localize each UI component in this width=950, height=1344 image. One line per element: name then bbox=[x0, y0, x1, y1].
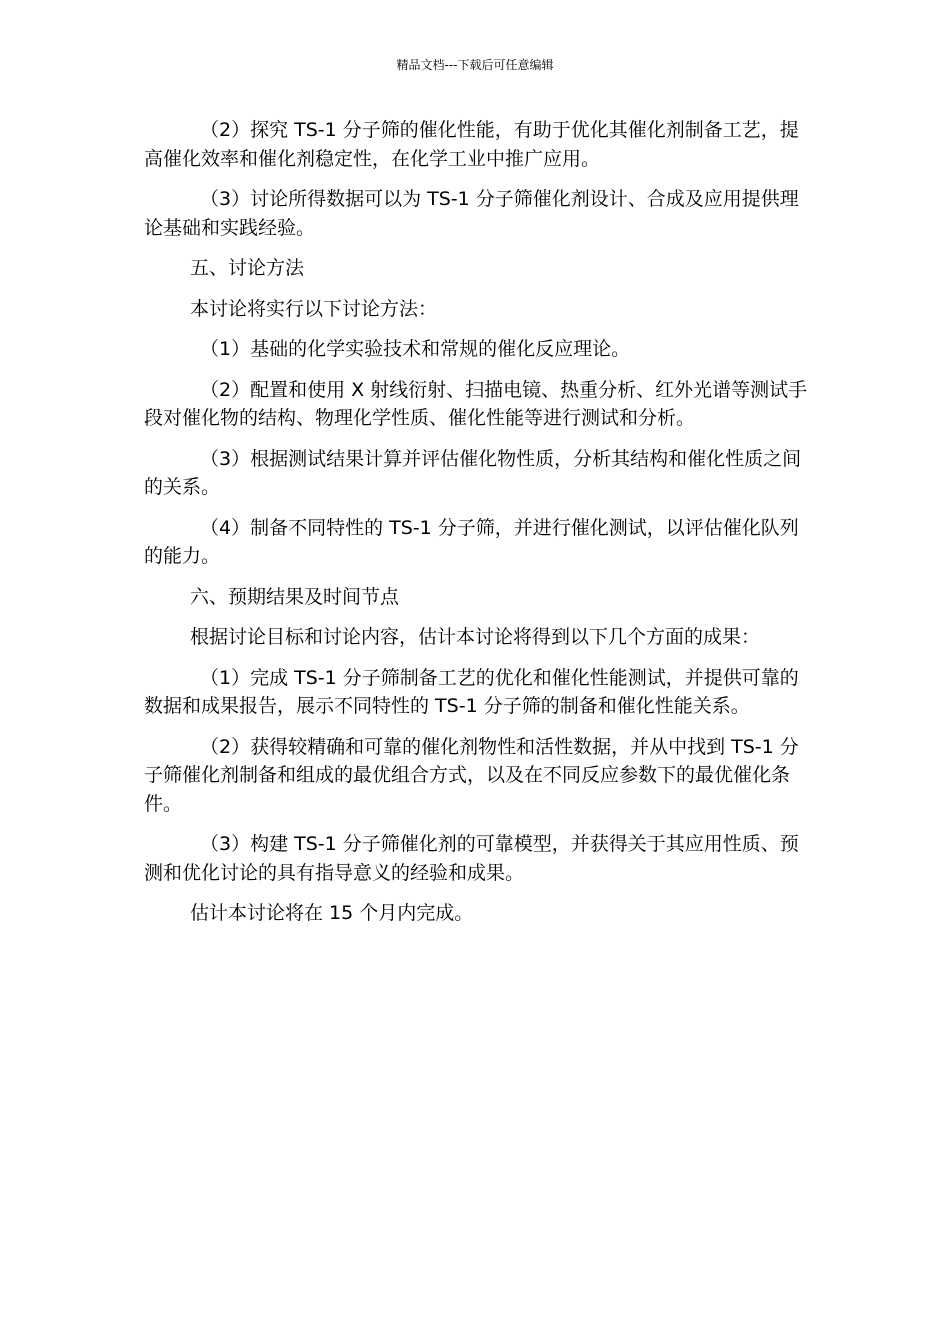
paragraph-result-2: （2）获得较精确和可靠的催化剂物性和活性数据，并从中找到 TS-1 分子筛催化剂制备和组成的最优组合方式，以及在不同反应参数下的最优催化条件。 bbox=[144, 735, 799, 815]
paragraph-methods-intro: 本讨论将实行以下讨论方法： bbox=[190, 297, 438, 320]
paragraph-method-4: （4）制备不同特性的 TS-1 分子筛，并进行催化测试，以评估催化队列的能力。 bbox=[144, 516, 799, 567]
paragraph-results-intro: 根据讨论目标和讨论内容，估计本讨论将得到以下几个方面的成果： bbox=[190, 626, 761, 648]
section-heading-methods: 五、讨论方法 bbox=[190, 257, 305, 279]
paragraph-method-1: （1）基础的化学实验技术和常规的催化反应理论。 bbox=[200, 338, 631, 360]
document-body bbox=[144, 116, 808, 940]
paragraph-significance-3: （3）讨论所得数据可以为 TS-1 分子筛催化剂设计、合成及应用提供理论基础和实践经验。 bbox=[144, 188, 799, 239]
paragraph-result-3: （3）构建 TS-1 分子筛催化剂的可靠模型，并获得关于其应用性质、预测和优化讨论的具有指导意义的经验和成果。 bbox=[144, 833, 799, 884]
paragraph-result-1: （1）完成 TS-1 分子筛制备工艺的优化和催化性能测试，并提供可靠的数据和成果报告，展示不同特性的 TS-1 分子筛的制备和催化性能关系。 bbox=[144, 666, 799, 717]
paragraph-method-2: （2）配置和使用 X 射线衍射、扫描电镜、热重分析、红外光谱等测试手段对催化物的结构、物理化学性质、催化性能等进行测试和分析。 bbox=[144, 378, 808, 429]
paragraph-significance-2: （2）探究 TS-1 分子筛的催化性能，有助于优化其催化剂制备工艺，提高催化效率和催化剂稳定性，在化学工业中推广应用。 bbox=[144, 119, 799, 170]
paragraph-method-3: （3）根据测试结果计算并评估催化物性质，分析其结构和催化性质之间的关系。 bbox=[144, 447, 802, 498]
paragraph-timeline: 估计本讨论将在 15 个月内完成。 bbox=[190, 902, 474, 924]
page-header: 精品文档---下载后可任意编辑 bbox=[396, 58, 554, 72]
section-heading-results: 六、预期结果及时间节点 bbox=[190, 585, 400, 608]
